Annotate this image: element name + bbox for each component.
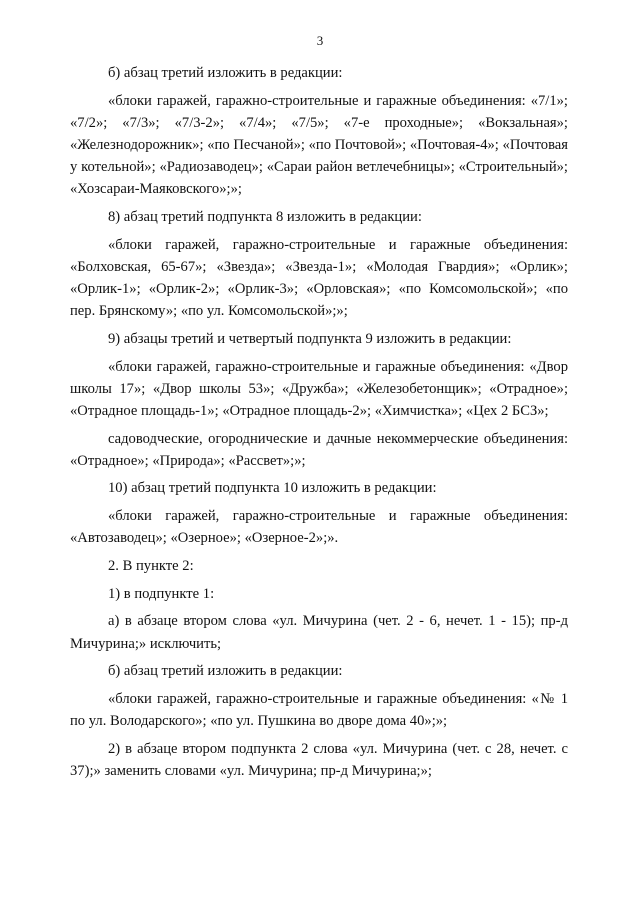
paragraph: «блоки гаражей, гаражно-строительные и гаражные объединения: «Двор школы 17»; «Двор школы 53»; «Дружба»; «Железобетонщик»; «Отрадное»; «Отрадное площадь-1»; «Отрадное площадь-2»; «Химчистка»; «Цех 2 БСЗ»; <box>70 358 568 419</box>
document-body <box>70 62 568 788</box>
paragraph: 1) в подпункте 1: <box>108 585 215 602</box>
paragraph: 9) абзацы третий и четвертый подпункта 9 изложить в редакции: <box>108 330 512 347</box>
paragraph: «блоки гаражей, гаражно-строительные и гаражные объединения: «№ 1 по ул. Володарского»; «по ул. Пушкина во дворе дома 40»;»; <box>70 691 568 730</box>
page-number: 3 <box>316 33 324 48</box>
paragraph: б) абзац третий изложить в редакции: <box>108 663 343 680</box>
paragraph: 10) абзац третий подпункта 10 изложить в редакции: <box>108 480 437 497</box>
paragraph: 8) абзац третий подпункта 8 изложить в редакции: <box>108 209 422 226</box>
paragraph: «блоки гаражей, гаражно-строительные и гаражные объединения: «7/1»; «7/2»; «7/3»; «7/3-2»; «7/4»; «7/5»; «7-е проходные»; «Вокзальная»; «Железнодорожник»; «по Песчаной»; «по Почтовой»; «Почтовая-4»; «Почтовая у котельной»; «Радиозаводец»; «Сараи район ветлечебницы»; «Строительный»; «Хозсараи-Маяковского»;»; <box>70 92 568 198</box>
paragraph: садоводческие, огороднические и дачные некоммерческие объединения: «Отрадное»; «Природа»; «Рассвет»;»; <box>70 430 568 469</box>
paragraph: «блоки гаражей, гаражно-строительные и гаражные объединения: «Болховская, 65-67»; «Звезда»; «Звезда-1»; «Молодая Гвардия»; «Орлик»; «Орлик-1»; «Орлик-2»; «Орлик-3»; «Орловская»; «по Комсомольской»; «по пер. Брянскому»; «по ул. Комсомольской»;»; <box>70 236 568 320</box>
paragraph: б) абзац третий изложить в редакции: <box>108 65 343 81</box>
paragraph: «блоки гаражей, гаражно-строительные и гаражные объединения: «Автозаводец»; «Озерное»; «Озерное-2»;». <box>70 508 568 547</box>
paragraph: 2) в абзаце втором подпункта 2 слова «ул. Мичурина (чет. с 28, нечет. с 37);» заменить словами «ул. Мичурина; пр-д Мичурина;»; <box>70 740 568 780</box>
paragraph: 2. В пункте 2: <box>108 558 194 575</box>
paragraph: а) в абзаце втором слова «ул. Мичурина (чет. 2 - 6, нечет. 1 - 15); пр-д Мичурина;» исключить; <box>70 613 568 652</box>
